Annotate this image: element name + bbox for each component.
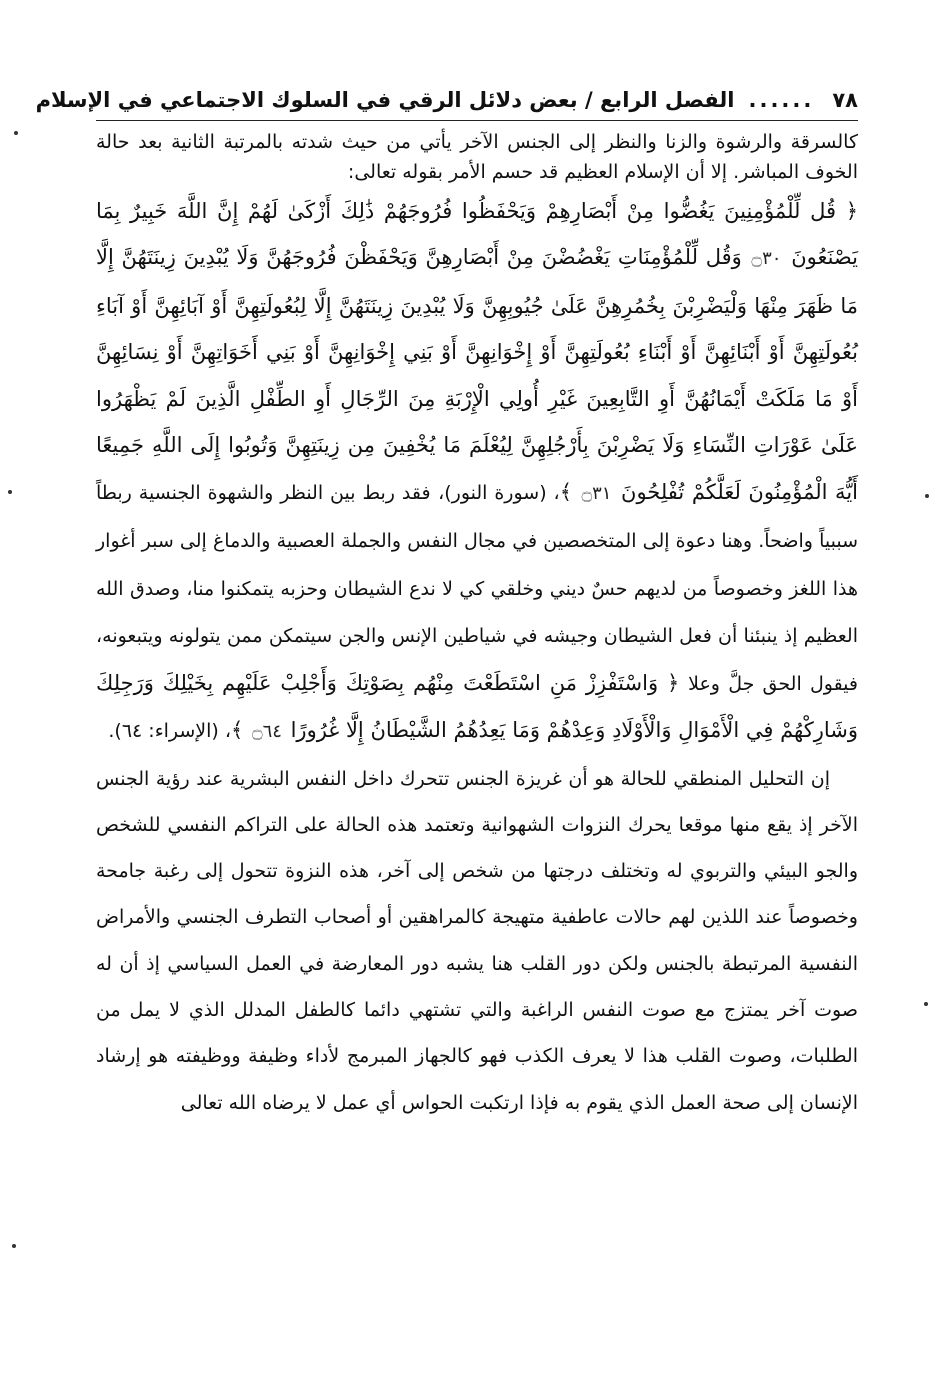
verse-close-bracket: ﴾ [231, 718, 244, 743]
chapter-title: الفصل الرابع / بعض دلائل الرقي في السلوك الاجتماعي في الإسلام [35, 88, 735, 112]
paragraph-intro: كالسرقة والرشوة والزنا والنظر إلى الجنس الآخر يأتي من حيث شدته بالمرتبة الثانية بعد حالة الخوف المباشر. إلا أن الإسلام العظيم قد حسم الأمر بقوله تعالى: [96, 131, 858, 183]
verse-open-bracket: ﴿ [845, 198, 858, 223]
verse-end-marker-30: ۝٣٠ [751, 248, 782, 270]
verse-end-marker-64: ۝٦٤ [252, 721, 282, 743]
verse-end-marker-31: ۝٣١ [581, 482, 612, 504]
header-dots: ...... [748, 88, 815, 112]
verse-text-isra: وَاسْتَفْزِزْ مَنِ اسْتَطَعْتَ مِنْهُم بِصَوْتِكَ وَأَجْلِبْ عَلَيْهِم بِخَيْلِكَ وَرَجِلِكَ وَشَارِكْهُمْ فِي الْأَمْوَالِ وَالْأَوْلَادِ وَعِدْهُمْ وَمَا يَعِدُهُمُ الشَّيْطَانُ إِلَّا غُرُورًا [96, 670, 858, 743]
scan-dot [925, 494, 929, 498]
quran-verse-nur [96, 188, 858, 756]
verse-reference-nur: ، (سورة النور)، [438, 481, 560, 504]
scan-dot [14, 131, 18, 135]
scan-dot [12, 1244, 16, 1248]
verse-reference-isra: ، (الإسراء: ٦٤). [108, 720, 232, 743]
verse-text-30: قُل لِّلْمُؤْمِنِينَ يَغُضُّوا مِنْ أَبْصَارِهِمْ وَيَحْفَظُوا فُرُوجَهُمْ ذَٰلِكَ أَزْكَىٰ لَهُمْ إِنَّ اللَّهَ خَبِيرٌ بِمَا يَصْنَعُونَ [96, 198, 858, 270]
verse-close-bracket: ﴾ [559, 479, 572, 504]
scan-dot [924, 1002, 928, 1006]
scan-dot [8, 490, 12, 494]
running-header [35, 80, 858, 121]
verse-text-31: وَقُل لِّلْمُؤْمِنَاتِ يَغْضُضْنَ مِنْ أَبْصَارِهِنَّ وَيَحْفَظْنَ فُرُوجَهُنَّ وَلَا يُبْدِينَ زِينَتَهُنَّ إِلَّا مَا ظَهَرَ مِنْهَا وَلْيَضْرِبْنَ بِخُمُرِهِنَّ عَلَىٰ جُيُوبِهِنَّ وَلَا يُبْدِينَ زِينَتَهُنَّ إِلَّا لِبُعُولَتِهِنَّ أَوْ آبَائِهِنَّ أَوْ آبَاءِ بُعُولَتِهِنَّ أَوْ أَبْنَائِهِنَّ أَوْ أَبْنَاءِ بُعُولَتِهِنَّ أَوْ إِخْوَانِهِنَّ أَوْ بَنِي إِخْوَانِهِنَّ أَوْ بَنِي أَخَوَاتِهِنَّ أَوْ نِسَائِهِنَّ أَوْ مَا مَلَكَتْ أَيْمَانُهُنَّ أَوِ التَّابِعِينَ غَيْرِ أُولِي الْإِرْبَةِ مِنَ الرِّجَالِ أَوِ الطِّفْلِ الَّذِينَ لَمْ يَظْهَرُوا عَلَىٰ عَوْرَاتِ النِّسَاءِ وَلَا يَضْرِبْنَ بِأَرْجُلِهِنَّ لِيُعْلَمَ مَا يُخْفِينَ مِن زِينَتِهِنَّ وَتُوبُوا إِلَى اللَّهِ جَمِيعًا أَيُّهَ الْمُؤْمِنُونَ لَعَلَّكُمْ تُفْلِحُونَ [96, 245, 858, 504]
paragraph-analysis: إن التحليل المنطقي للحالة هو أن غريزة الجنس تتحرك داخل النفس البشرية عند رؤية الجنس الآخر إذ يقع منها موقعا يحرك النزوات الشهوانية وتعتمد هذه الحالة على التراكم النفسي للشخص والجو البيئي والتربوي له وتختلف درجتها من شخص إلى آخر، هذه النزوة تتحول إلى رغبة جامحة وخصوصاً عند اللذين لهم حالات عاطفية متهيجة كالمراهقين أو أصحاب التطرف الجنسي والأمراض النفسية المرتبطة بالجنس ولكن دور القلب هنا يشبه دور المعارضة في العمل السياسي إذ أن له صوت آخر يمتزج مع صوت النفس الراغبة والتي تشتهي دائما كالطفل المدلل الذي لا يمل من الطلبات، وصوت القلب هذا لا يعرف الكذب فهو كالجهاز المبرمج لأداء وظيفة ووظيفته هو إرشاد الإنسان إلى صحة العمل الذي يقوم به فإذا ارتكبت الحواس أي عمل لا يرضاه الله تعالى [96, 767, 858, 1114]
main-text [96, 128, 858, 1126]
paragraph-commentary: فقد ربط بين النظر والشهوة الجنسية ربطاً سببياً واضحاً. وهنا دعوة إلى المتخصصين في مجال النفس والجملة العصبية والدماغ إلى سبر أغوار هذا اللغز وخصوصاً من لديهم حسٌ ديني وخلقي كي لا ندع الشيطان وحزبه يتمكنوا منا، وصدق الله العظيم إذ ينبئنا أن فعل الشيطان وجيشه في شياطين الإنس والجن سيتمكن ممن يتولونه ويتبعونه، فيقول الحق جلَّ وعلا [96, 481, 858, 695]
page-number: ٧٨ [832, 88, 858, 112]
verse-open-bracket: ﴿ [666, 670, 680, 695]
